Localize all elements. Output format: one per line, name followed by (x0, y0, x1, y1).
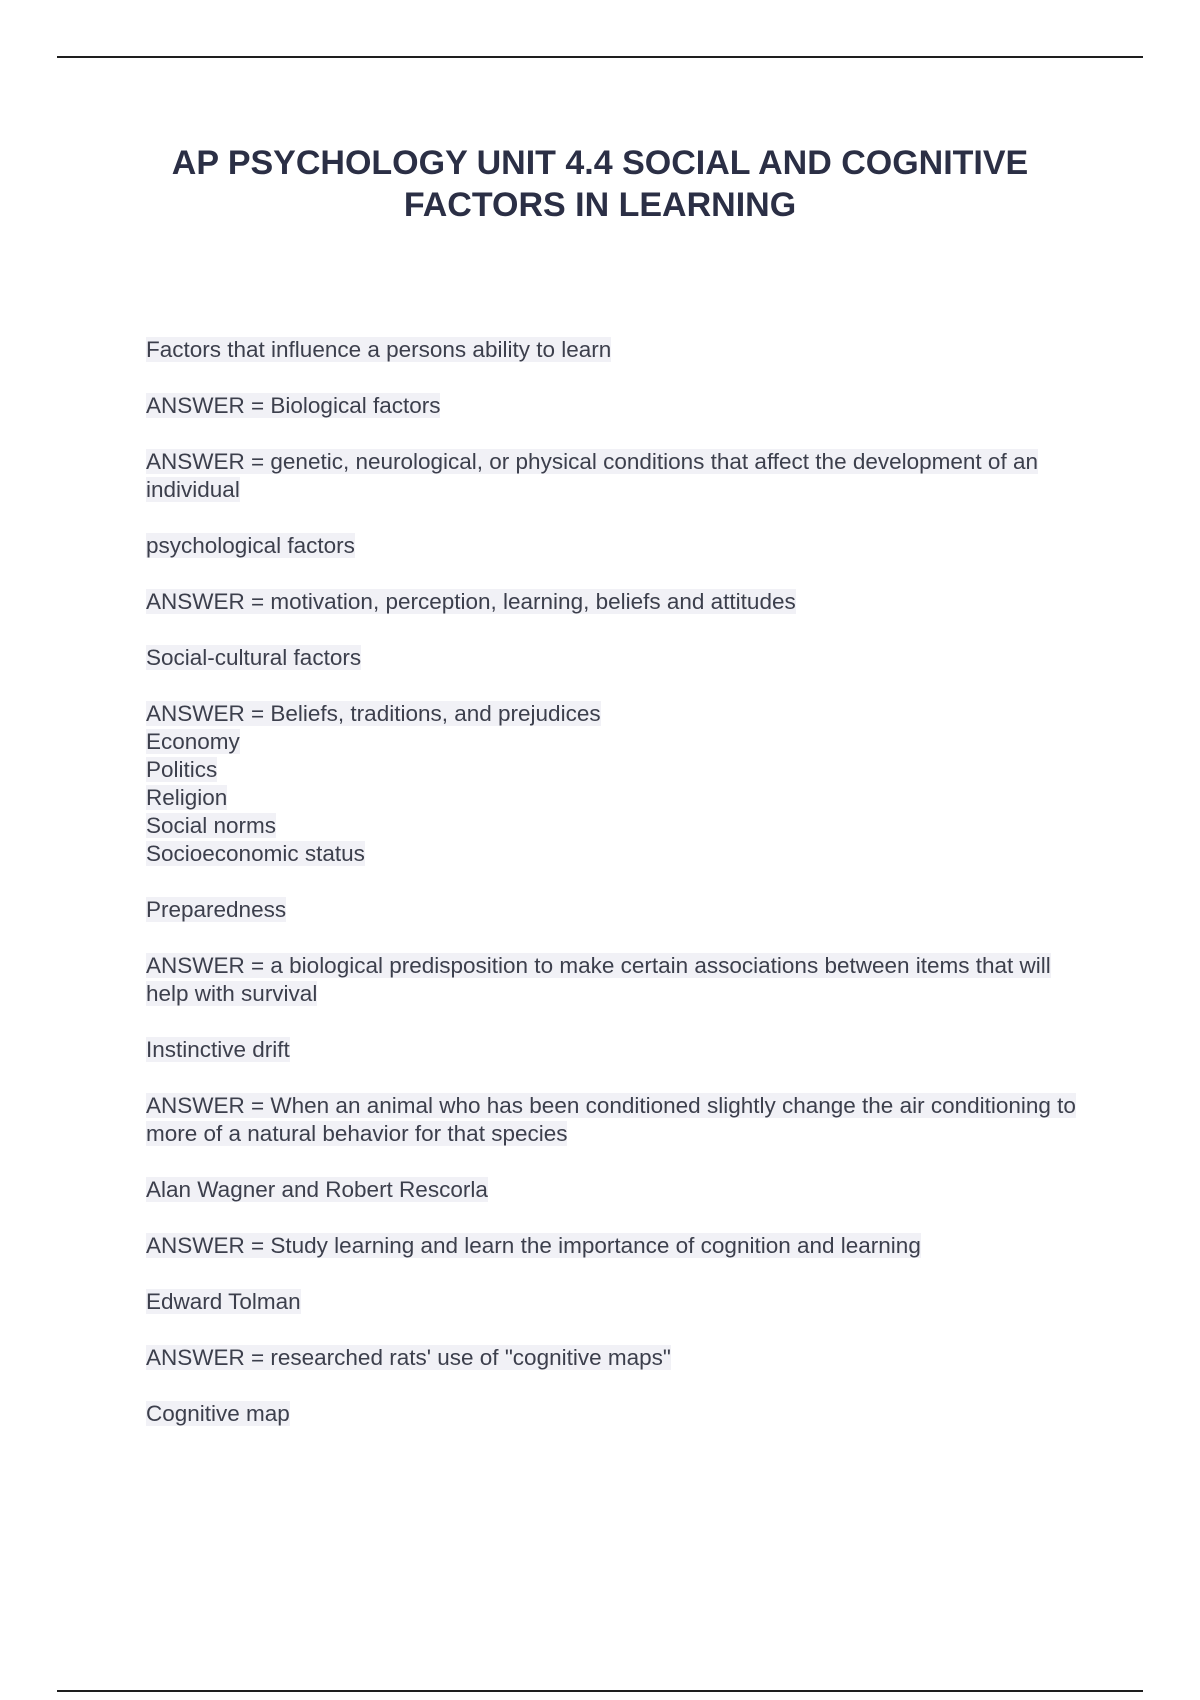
term-text: Alan Wagner and Robert Rescorla (146, 1177, 488, 1202)
answer-text: ANSWER = genetic, neurological, or physical conditions that affect the development of an individual (146, 449, 1038, 502)
answer-line (146, 728, 1086, 756)
term-paragraph (146, 896, 1086, 924)
answer-text: ANSWER = motivation, perception, learning, beliefs and attitudes (146, 589, 796, 614)
term-paragraph (146, 532, 1086, 560)
answer-paragraph (146, 392, 1086, 420)
answer-paragraph (146, 448, 1086, 504)
document-title (100, 142, 1100, 226)
answer-text: ANSWER = When an animal who has been conditioned slightly change the air conditioning to more of a natural behavior for that species (146, 1093, 1076, 1146)
answer-text: Social norms (146, 813, 277, 838)
term-paragraph (146, 644, 1086, 672)
answer-paragraph (146, 952, 1086, 1008)
answer-text: Politics (146, 757, 218, 782)
term-text: Factors that influence a persons ability to learn (146, 337, 612, 362)
term-paragraph (146, 336, 1086, 364)
answer-text: Religion (146, 785, 228, 810)
answer-line (146, 700, 1086, 728)
answer-list-paragraph (146, 700, 1086, 868)
bottom-rule (57, 1690, 1143, 1692)
answer-text: ANSWER = Beliefs, traditions, and prejudices (146, 701, 601, 726)
answer-paragraph (146, 1232, 1086, 1260)
term-paragraph (146, 1400, 1086, 1428)
title-line-1: AP PSYCHOLOGY UNIT 4.4 SOCIAL AND COGNITIVE (171, 144, 1029, 182)
answer-text: ANSWER = Biological factors (146, 393, 441, 418)
answer-line (146, 756, 1086, 784)
answer-paragraph (146, 588, 1086, 616)
answer-text: ANSWER = researched rats' use of "cognitive maps" (146, 1345, 671, 1370)
term-text: Cognitive map (146, 1401, 290, 1426)
term-paragraph (146, 1036, 1086, 1064)
term-paragraph (146, 1176, 1086, 1204)
term-text: Edward Tolman (146, 1289, 301, 1314)
answer-text: ANSWER = Study learning and learn the importance of cognition and learning (146, 1233, 921, 1258)
answer-paragraph (146, 1092, 1086, 1148)
term-text: Preparedness (146, 897, 287, 922)
term-text: psychological factors (146, 533, 355, 558)
term-paragraph (146, 1288, 1086, 1316)
answer-text: ANSWER = a biological predisposition to make certain associations between items that will help with survival (146, 953, 1051, 1006)
term-text: Instinctive drift (146, 1037, 290, 1062)
document-body (146, 336, 1086, 1456)
answer-line (146, 784, 1086, 812)
top-rule (57, 56, 1143, 58)
answer-paragraph (146, 1344, 1086, 1372)
term-text: Social-cultural factors (146, 645, 362, 670)
answer-text: Economy (146, 729, 240, 754)
answer-line (146, 812, 1086, 840)
answer-text: Socioeconomic status (146, 841, 365, 866)
title-line-2: FACTORS IN LEARNING (403, 186, 797, 224)
answer-line (146, 840, 1086, 868)
